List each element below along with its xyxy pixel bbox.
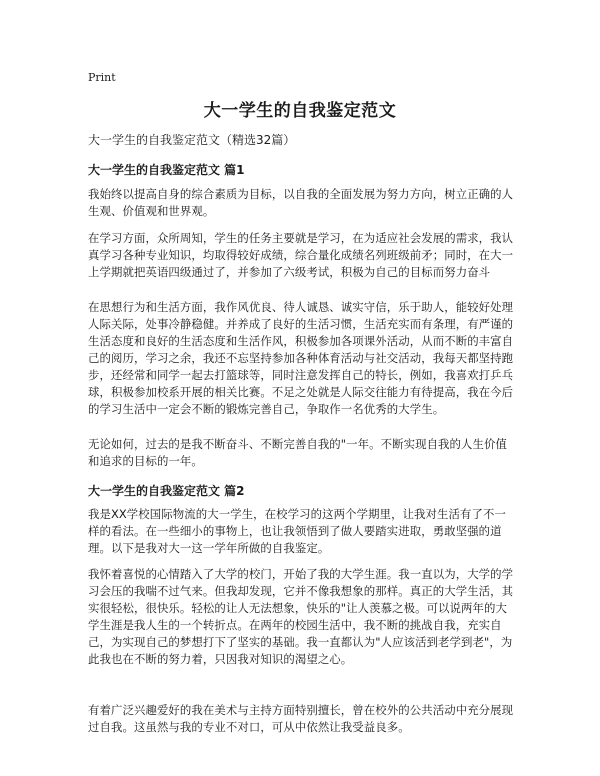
section-heading-2: 大一学生的自我鉴定范文 篇2 <box>88 484 245 498</box>
paragraph: 在思想行为和生活方面，我作风优良、待人诚恳、诚实守信，乐于助人，能较好处理人际关际，处事冷静稳健。并养成了良好的生活习惯，生活充实而有条理，有严谨的生活态度和良好的生活态度和生活作风，积极参加各项课外活动，从而不断的丰富自己的阅历，学习之余，我还不忘坚持参加各种体育活动与社交活动，我每天都坚持跑步，还经常和同学一起去打篮球等，同时注意发挥自己的特长，例如，我喜欢打乒乓球，积极参加校系开展的相关比赛。不足之处就是人际交往能力有待提高，我在今后的学习生活中一定会不断的锻炼完善自己，争取作一名优秀的大学生。 <box>88 300 514 416</box>
section-heading-1: 大一学生的自我鉴定范文 篇1 <box>88 163 245 177</box>
paragraph: 有着广泛兴趣爱好的我在美术与主持方面特别擅长，曾在校外的公共活动中充分展现过自我。这虽然与我的专业不对口，可从中依然让我受益良多。 <box>88 703 514 734</box>
page-title: 大一学生的自我鉴定范文 <box>203 101 397 121</box>
paragraph: 无论如何，过去的是我不断奋斗、不断完善自我的"一年。不断实现自我的人生价值和追求的目标的一年。 <box>88 437 508 468</box>
paragraph: 我始终以提高自身的综合素质为目标，以自我的全面发展为努力方向，树立正确的人生观、价值观和世界观。 <box>88 187 514 218</box>
paragraph: 在学习方面，众所周知，学生的任务主要就是学习，在为适应社会发展的需求，我认真学习各种专业知识，均取得较好成绩，综合量化成绩名列班级前矛；同时，在大一上学期就把英语四级通过了，并参加了六级考试，积极为自己的目标而努力奋斗 <box>88 231 514 279</box>
paragraph: 我是XX学校国际物流的大一学生，在校学习的这两个学期里，让我对生活有了不一样的看法。在一些细小的事物上，也让我领悟到了做人要踏实进取，勇敢坚强的道理。以下是我对大一这一学年所做的自我鉴定。 <box>88 507 506 555</box>
document-subtitle: 大一学生的自我鉴定范文（精选32篇） <box>88 133 296 147</box>
print-label: Print <box>88 71 116 84</box>
paragraph: 我怀着喜悦的心情踏入了大学的校门，开始了我的大学生涯。我一直以为，大学的学习会压的我喘不过气来。但我却发现，它并不像我想象的那样。真正的大学生活，其实很轻松，很快乐。轻松的让人无法想象，快乐的"让人羡慕之极。可以说两年的大学生涯是我人生的一个转折点。在两年的校园生活中，我不断的挑战自我，充实自己，为实现自己的梦想打下了坚实的基础。我一直都认为"人应该活到老学到老"，为此我也在不断的努力着，只因我对知识的渴望之心。 <box>88 567 514 666</box>
